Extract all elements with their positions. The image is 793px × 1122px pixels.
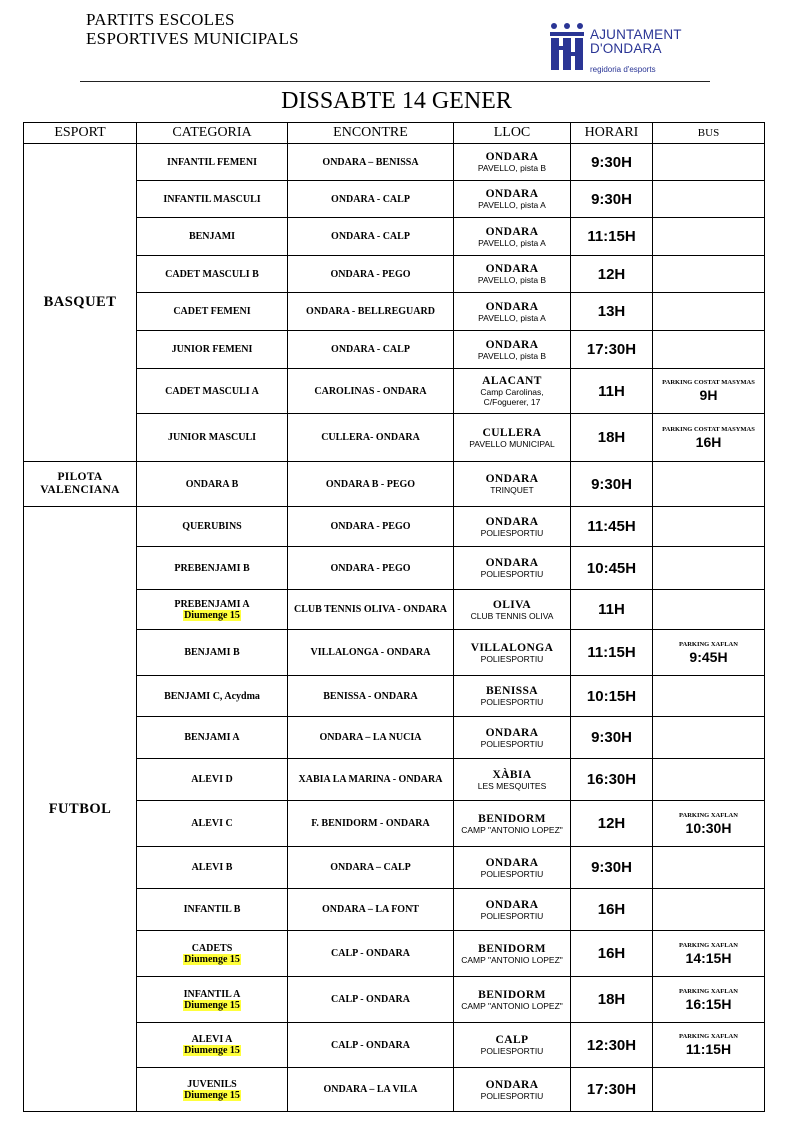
time-cell: 9:30H	[571, 181, 653, 218]
location-city: BENIDORM	[478, 988, 546, 1001]
time-cell: 9:30H	[571, 847, 653, 889]
match-cell: ONDARA – BENISSA	[288, 144, 454, 181]
category-name: INFANTIL A	[183, 988, 241, 1000]
location-venue: PAVELLO, pista A	[478, 312, 546, 323]
location-venue: Camp Carolinas,	[480, 387, 544, 397]
bus-cell	[653, 931, 765, 977]
category-name: ONDARA B	[185, 478, 239, 490]
location-city: CALP	[495, 1034, 529, 1046]
location-city: BENIDORM	[478, 942, 546, 955]
category-name: INFANTIL FEMENI	[166, 156, 258, 168]
category-cell	[137, 847, 288, 889]
document-title-line-1: PARTITS ESCOLES	[86, 10, 235, 29]
location-venue: POLIESPORTIU	[480, 653, 544, 664]
location-city: ONDARA	[485, 856, 539, 869]
category-name: CADET MASCULI A	[165, 385, 259, 397]
category-cell	[137, 931, 288, 977]
sport-name-line-2: VALENCIANA	[40, 484, 120, 496]
match-cell: CULLERA- ONDARA	[288, 414, 454, 462]
category-cell	[137, 181, 288, 218]
location-cell	[454, 462, 571, 507]
location-venue: CLUB TENNIS OLIVA	[470, 610, 554, 621]
column-header-esport: ESPORT	[24, 123, 137, 144]
bus-departure-time: 16:15H	[685, 995, 732, 1012]
location-city: BENISSA	[485, 685, 539, 697]
location-cell	[454, 759, 571, 801]
column-header-encontre: ENCONTRE	[288, 123, 454, 144]
ajuntament-logo	[548, 22, 708, 78]
category-name: ALEVI C	[191, 818, 233, 829]
location-venue: POLIESPORTIU	[480, 868, 544, 879]
location-city: ONDARA	[485, 898, 539, 911]
location-venue: POLIESPORTIU	[480, 1046, 544, 1056]
location-cell	[454, 256, 571, 293]
table-row	[24, 507, 765, 547]
match-cell: CLUB TENNIS OLIVA - ONDARA	[288, 590, 454, 630]
bus-cell	[653, 369, 765, 414]
location-venue-line-2: C/Foguerer, 17	[483, 397, 541, 407]
time-cell: 17:30H	[571, 1068, 653, 1112]
bus-cell	[653, 507, 765, 547]
location-city: VILLALONGA	[470, 641, 554, 654]
location-cell	[454, 144, 571, 181]
column-header-categoria: CATEGORIA	[137, 123, 288, 144]
location-cell	[454, 507, 571, 547]
sport-cell: FUTBOL	[24, 507, 137, 1112]
category-cell	[137, 717, 288, 759]
location-cell	[454, 1068, 571, 1112]
location-cell	[454, 331, 571, 369]
category-cell	[137, 369, 288, 414]
category-name: ALEVI A	[191, 1034, 233, 1045]
category-name: PREBENJAMI B	[174, 562, 250, 574]
category-cell	[137, 590, 288, 630]
time-cell: 11:45H	[571, 507, 653, 547]
match-cell: ONDARA - BELLREGUARD	[288, 293, 454, 331]
bus-pickup-location: PARKING COSTAT MASYMAS	[662, 425, 755, 433]
location-venue: POLIESPORTIU	[480, 738, 544, 749]
match-cell: XABIA LA MARINA - ONDARA	[288, 759, 454, 801]
location-cell	[454, 414, 571, 462]
category-cell	[137, 676, 288, 717]
match-cell: CALP - ONDARA	[288, 1023, 454, 1068]
time-cell: 11:15H	[571, 218, 653, 256]
column-header-lloc: LLOC	[454, 123, 571, 144]
category-cell	[137, 256, 288, 293]
location-venue: POLIESPORTIU	[480, 910, 544, 921]
bus-pickup-location: PARKING COSTAT MASYMAS	[662, 379, 755, 386]
location-venue: CAMP "ANTONIO LOPEZ"	[461, 954, 563, 965]
time-cell: 9:30H	[571, 717, 653, 759]
category-name: BENJAMI B	[184, 647, 240, 658]
time-cell: 11:15H	[571, 630, 653, 676]
bus-cell	[653, 717, 765, 759]
match-cell: BENISSA - ONDARA	[288, 676, 454, 717]
bus-departure-time: 11:15H	[685, 1041, 732, 1057]
category-cell	[137, 630, 288, 676]
location-city: ONDARA	[485, 151, 539, 163]
category-cell	[137, 1068, 288, 1112]
category-cell	[137, 801, 288, 847]
location-cell	[454, 369, 571, 414]
match-cell: F. BENIDORM - ONDARA	[288, 801, 454, 847]
logo-wordmark	[590, 28, 682, 56]
time-cell: 12H	[571, 801, 653, 847]
location-venue: POLIESPORTIU	[480, 1090, 544, 1101]
column-header-horari: HORARI	[571, 123, 653, 144]
location-cell	[454, 676, 571, 717]
logo-subtitle: regidoria d'esports	[590, 65, 656, 74]
time-cell: 10:15H	[571, 676, 653, 717]
location-cell	[454, 293, 571, 331]
location-city: ONDARA	[485, 473, 539, 485]
match-cell: CAROLINAS - ONDARA	[288, 369, 454, 414]
schedule-table	[23, 122, 765, 1112]
time-cell: 10:45H	[571, 547, 653, 590]
bus-cell	[653, 218, 765, 256]
bus-cell	[653, 801, 765, 847]
sport-name-line-1: PILOTA	[57, 471, 103, 483]
day-title: DISSABTE 14 GENER	[281, 88, 512, 114]
location-venue: PAVELLO, pista A	[478, 200, 546, 210]
bus-cell	[653, 630, 765, 676]
table-row	[24, 462, 765, 507]
bus-pickup-location: PARKING XAFLAN	[679, 941, 738, 949]
time-cell: 11H	[571, 590, 653, 630]
location-city: ONDARA	[485, 726, 539, 739]
logo-wordmark-line-1: AJUNTAMENT	[590, 27, 682, 42]
match-cell: ONDARA – CALP	[288, 847, 454, 889]
location-city: ONDARA	[485, 1078, 539, 1091]
location-venue: CAMP "ANTONIO LOPEZ"	[461, 1000, 563, 1011]
category-name: BENJAMI	[188, 231, 236, 242]
category-cell	[137, 462, 288, 507]
location-cell	[454, 931, 571, 977]
bus-cell	[653, 847, 765, 889]
bus-cell	[653, 676, 765, 717]
location-cell	[454, 181, 571, 218]
location-city: ONDARA	[485, 515, 539, 528]
bus-pickup-location: PARKING XAFLAN	[679, 811, 738, 819]
sport-cell	[24, 462, 137, 507]
category-cell	[137, 331, 288, 369]
location-cell	[454, 547, 571, 590]
category-name: INFANTIL MASCULI	[163, 193, 261, 205]
column-header-bus: BUS	[653, 123, 765, 144]
location-venue: PAVELLO MUNICIPAL	[469, 438, 555, 449]
location-city: ONDARA	[485, 225, 539, 238]
match-cell: CALP - ONDARA	[288, 977, 454, 1023]
time-cell: 18H	[571, 977, 653, 1023]
location-venue: PAVELLO, pista A	[478, 237, 546, 248]
bus-cell	[653, 977, 765, 1023]
bus-cell	[653, 256, 765, 293]
match-cell: ONDARA - CALP	[288, 181, 454, 218]
location-city: ONDARA	[485, 338, 539, 351]
location-city: ONDARA	[485, 188, 539, 200]
location-city: ONDARA	[485, 263, 539, 275]
bus-cell	[653, 889, 765, 931]
time-cell: 16:30H	[571, 759, 653, 801]
bus-departure-time: 10:30H	[685, 819, 732, 836]
logo-wordmark-line-2: D'ONDARA	[590, 41, 662, 56]
category-name: BENJAMI A	[184, 732, 240, 743]
category-cell	[137, 889, 288, 931]
bus-cell	[653, 547, 765, 590]
location-venue: LES MESQUITES	[477, 780, 547, 791]
category-cell	[137, 507, 288, 547]
sport-cell: BASQUET	[24, 144, 137, 462]
bus-departure-time: 16H	[695, 433, 722, 450]
category-name: CADET MASCULI B	[165, 268, 259, 280]
bus-pickup-location: PARKING XAFLAN	[679, 1033, 738, 1040]
category-name: ALEVI D	[191, 774, 233, 785]
category-cell	[137, 759, 288, 801]
category-name: INFANTIL B	[183, 904, 241, 915]
time-cell: 9:30H	[571, 462, 653, 507]
time-cell: 17:30H	[571, 331, 653, 369]
category-cell	[137, 1023, 288, 1068]
location-city: OLIVA	[492, 598, 532, 611]
match-cell: ONDARA – LA NUCIA	[288, 717, 454, 759]
bus-cell	[653, 331, 765, 369]
location-city: ONDARA	[485, 300, 539, 313]
category-cell	[137, 414, 288, 462]
category-name: CADETS	[191, 942, 233, 954]
document-title-line-2: ESPORTIVES MUNICIPALS	[86, 29, 299, 48]
bus-departure-time: 9:45H	[689, 648, 728, 665]
time-cell: 11H	[571, 369, 653, 414]
category-cell	[137, 547, 288, 590]
time-cell: 12:30H	[571, 1023, 653, 1068]
date-note-highlight: Diumenge 15	[184, 953, 240, 965]
document-title	[86, 10, 299, 48]
town-hall-emblem-icon	[548, 22, 586, 72]
bus-cell	[653, 293, 765, 331]
category-cell	[137, 293, 288, 331]
location-city: ONDARA	[485, 557, 539, 569]
match-cell: ONDARA B - PEGO	[288, 462, 454, 507]
bus-cell	[653, 1023, 765, 1068]
location-venue: PAVELLO, pista B	[477, 163, 547, 173]
bus-departure-time: 9H	[699, 387, 718, 403]
location-venue: POLIESPORTIU	[480, 569, 544, 579]
match-cell: ONDARA – LA VILA	[288, 1068, 454, 1112]
location-cell	[454, 847, 571, 889]
match-cell: ONDARA - CALP	[288, 218, 454, 256]
location-venue: POLIESPORTIU	[480, 527, 544, 538]
location-cell	[454, 630, 571, 676]
category-name: CADET FEMENI	[173, 306, 251, 317]
bus-pickup-location: PARKING XAFLAN	[679, 640, 738, 648]
bus-cell	[653, 590, 765, 630]
bus-cell	[653, 144, 765, 181]
date-note-highlight: Diumenge 15	[184, 1089, 240, 1101]
category-cell	[137, 144, 288, 181]
time-cell: 16H	[571, 931, 653, 977]
location-city: ALACANT	[482, 375, 542, 387]
location-city: CULLERA	[482, 426, 542, 439]
location-city: XÀBIA	[492, 768, 532, 781]
location-venue: PAVELLO, pista B	[477, 275, 547, 285]
match-cell: ONDARA - PEGO	[288, 547, 454, 590]
location-cell	[454, 590, 571, 630]
location-venue: PAVELLO, pista B	[477, 350, 547, 361]
date-note-highlight: Diumenge 15	[184, 999, 240, 1011]
location-cell	[454, 1023, 571, 1068]
location-venue: TRINQUET	[490, 485, 534, 495]
category-name: ALEVI B	[191, 862, 233, 873]
time-cell: 16H	[571, 889, 653, 931]
match-cell: ONDARA – LA FONT	[288, 889, 454, 931]
location-venue: POLIESPORTIU	[480, 697, 544, 707]
match-cell: ONDARA - PEGO	[288, 507, 454, 547]
location-city: BENIDORM	[478, 812, 546, 825]
category-name: QUERUBINS	[182, 521, 242, 532]
category-name: JUNIOR FEMENI	[171, 344, 253, 355]
location-cell	[454, 889, 571, 931]
match-cell: VILLALONGA - ONDARA	[288, 630, 454, 676]
date-note-highlight: Diumenge 15	[184, 609, 240, 621]
match-cell: CALP - ONDARA	[288, 931, 454, 977]
bus-cell	[653, 414, 765, 462]
bus-cell	[653, 462, 765, 507]
time-cell: 18H	[571, 414, 653, 462]
bus-cell	[653, 759, 765, 801]
location-cell	[454, 977, 571, 1023]
category-name: BENJAMI C, Acydma	[164, 690, 260, 702]
location-cell	[454, 717, 571, 759]
category-cell	[137, 977, 288, 1023]
location-venue: CAMP "ANTONIO LOPEZ"	[461, 824, 563, 835]
bus-cell	[653, 1068, 765, 1112]
category-name: JUNIOR MASCULI	[167, 432, 257, 443]
bus-pickup-location: PARKING XAFLAN	[679, 987, 738, 995]
date-note-highlight: Diumenge 15	[184, 1045, 240, 1056]
time-cell: 13H	[571, 293, 653, 331]
header-divider	[80, 81, 710, 82]
bus-departure-time: 14:15H	[685, 949, 732, 966]
category-cell	[137, 218, 288, 256]
location-cell	[454, 801, 571, 847]
match-cell: ONDARA - CALP	[288, 331, 454, 369]
category-name: JUVENILS	[187, 1078, 237, 1090]
match-cell: ONDARA - PEGO	[288, 256, 454, 293]
bus-cell	[653, 181, 765, 218]
schedule-body	[24, 144, 765, 1112]
time-cell: 9:30H	[571, 144, 653, 181]
time-cell: 12H	[571, 256, 653, 293]
location-cell	[454, 218, 571, 256]
table-row	[24, 144, 765, 181]
category-name: PREBENJAMI A	[174, 598, 250, 610]
header-row	[24, 123, 765, 144]
